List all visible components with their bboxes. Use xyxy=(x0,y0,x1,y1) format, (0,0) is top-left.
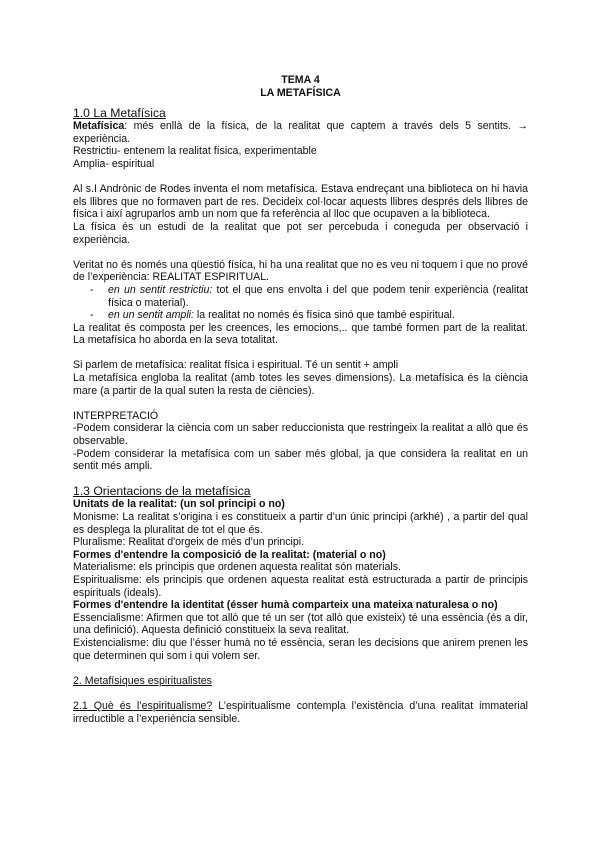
history-paragraph: Al s.I Andrònic de Rodes inventa el nom metafísica. Estava endreçant una biblioteca on hi havia els llibres que no formaven part de res. Decideix col·locar aquests llibres després dels llibres de física i així agruparlos amb un nom que fa referència al lloc que ocupaven a la biblioteca. xyxy=(73,183,528,221)
si-parlem-paragraph: Si parlem de metafísica: realitat física i espiritual. Té un sentit + ampli xyxy=(73,359,399,372)
interpretacio-item: -Podem considerar la metafísica com un saber més global, ja que considera la realitat en un sentit més ampli. xyxy=(73,447,528,473)
definition-paragraph xyxy=(73,120,528,145)
definition-term: Metafísica xyxy=(73,120,125,133)
existencialisme-paragraph: Existencialisme: diu que l’ésser humà no té essència, seran les decisions que anirem prenen les que determinen qui som i qui volem ser. xyxy=(73,636,528,662)
subheading-composicio: Formes d'entendre la composició de la realitat: (material o no) xyxy=(73,548,386,561)
section-heading-orientacions: 1.3 Orientacions de la metafísica xyxy=(73,484,251,499)
interpretacio-item: -Podem considerar la ciència com un saber reduccionista que restringeix la realitat a allò que és observable. xyxy=(73,422,528,448)
list-item-term: en un sentit restrictiu: xyxy=(108,283,213,296)
list-item-text: tot el que ens envolta i del que podem tenir experiència (realitat física o material). xyxy=(108,283,529,309)
subheading-identitat: Formes d'entendre la identitat (ésser humà comparteix una mateixa naturalesa o no) xyxy=(73,599,498,612)
definition-text: : més enllà de la física, de la realitat que captem a través dels 5 sentits. → experiència. xyxy=(73,120,528,145)
section-heading-espiritualistes: 2. Metafísiques espiritualistes xyxy=(73,674,212,687)
veritat-paragraph: Veritat no és només una qüestió física, hi ha una realitat que no es veu ni toquem i que no prové de l’experiència: REALITAT ESPIRITUAL. xyxy=(73,258,528,284)
subheading-unitats: Unitats de la realitat: (un sol principi o no) xyxy=(73,498,285,511)
monisme-paragraph: Monisme: La realitat s’origina i es constitueix a partir d’un únic principi (arkhé) , a partir del qual es desplega la pluralitat de tot el que és. xyxy=(73,511,528,536)
composta-paragraph: La realitat és composta per les creences, les emocions,.. que també formen part de la realitat. La metafísica ho aborda en la seva totalitat. xyxy=(73,321,528,347)
list-item xyxy=(90,309,528,322)
interpretacio-heading: INTERPRETACIÓ xyxy=(73,409,159,422)
document-body xyxy=(73,74,528,725)
amplia-line: Amplia- espiritual xyxy=(73,157,155,170)
restrictiu-line: Restrictiu- entenem la realitat física, experimentable xyxy=(73,145,317,158)
topic-number: TEMA 4 xyxy=(281,74,320,86)
essencialisme-paragraph: Essencialisme: Afirmen que tot allò que té un ser (tot allò que existeix) té una essència (és a dir, una definició). Aquesta definició constitueix la seva realitat. xyxy=(73,611,528,637)
document-title: LA METAFÍSICA xyxy=(260,86,341,99)
pluralisme-paragraph: Pluralisme: Realitat d'orgeix de més d’un principi. xyxy=(73,536,305,549)
list-bullet: - xyxy=(90,283,94,296)
sentit-list xyxy=(73,284,528,322)
list-item-text: la realitat no només és física sinó que també espiritual. xyxy=(193,309,455,322)
list-bullet: - xyxy=(90,309,94,322)
list-item-term: en un sentit ampli: xyxy=(108,309,194,322)
subsection-text: L’espiritualisme contempla l’existència d’una realitat immaterial irreductible a l’experiència sensible. xyxy=(73,699,528,725)
section-heading-metafisica: 1.0 La Metafísica xyxy=(73,106,166,121)
espiritualisme-paragraph: Espiritualisme: els principis que ordenen aquesta realitat està estructurada a partir de principis espirituals (ideals). xyxy=(73,573,528,599)
subsection-heading: 2.1 Què és l’espiritualisme? xyxy=(73,699,213,712)
espiritualisme-definition xyxy=(73,700,528,725)
engloba-paragraph: La metafísica engloba la realitat (amb totes les seves dimensions). La metafísica és la ciència mare (a partir de la qual suten la resta de ciències). xyxy=(73,372,528,397)
materialisme-paragraph: Materialisme: els principis que ordenen aquesta realitat són materials. xyxy=(73,561,401,574)
list-item xyxy=(90,284,528,309)
fisica-paragraph: La física és un estudi de la realitat que pot ser percebuda i coneguda per observació i experiència. xyxy=(73,220,528,246)
